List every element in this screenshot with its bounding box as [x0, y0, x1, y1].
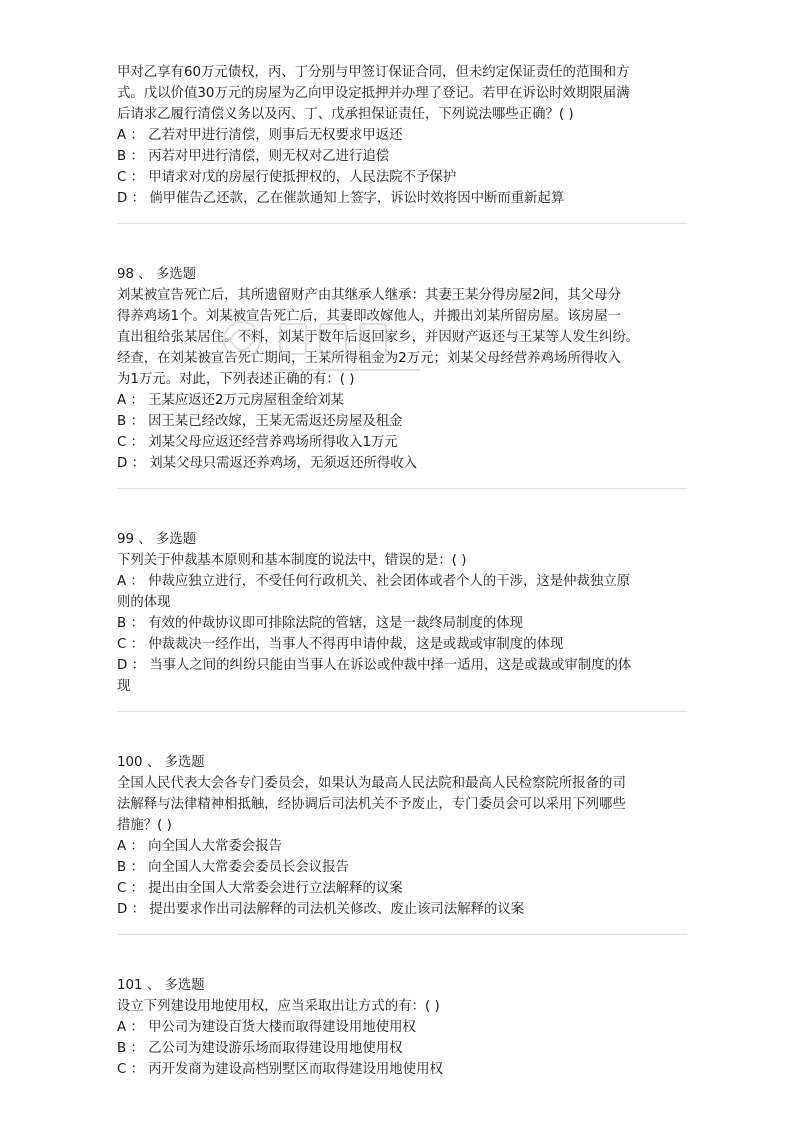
option-d: D ： 倘甲催告乙还款，乙在催款通知上签字，诉讼时效将因中断而重新起算 — [117, 191, 565, 206]
question-header: 100 、 多选题 — [117, 755, 205, 770]
option-b: B ： 丙若对甲进行清偿，则无权对乙进行追偿 — [117, 149, 390, 164]
question-text-line: 式。戊以价值30万元的房屋为乙向甲设定抵押并办理了登记。若甲在诉讼时效期限届满 — [117, 86, 630, 101]
option-b: B ： 有效的仲裁协议即可排除法院的管辖，这是一裁终局制度的体现 — [117, 616, 524, 631]
question-text-line: 刘某被宣告死亡后，其所遗留财产由其继承人继承：其妻王某分得房屋2间，其父母分 — [117, 288, 621, 303]
question-header: 101 、 多选题 — [117, 978, 205, 993]
question-text-line: 措施？( ) — [117, 818, 172, 833]
option-a-continued: 则的体现 — [117, 595, 171, 610]
option-a: A ： 向全国人大常委会报告 — [117, 839, 282, 854]
question-header: 99 、 多选题 — [117, 532, 197, 547]
option-c: C ： 甲请求对戊的房屋行使抵押权的，人民法院不予保护 — [117, 170, 457, 185]
question-101 — [117, 975, 687, 1080]
option-a: A ： 仲裁应独立进行，不受任何行政机关、社会团体或者个人的干涉，这是仲裁独立原 — [117, 574, 631, 589]
question-97 — [117, 62, 687, 223]
question-header: 98 、 多选题 — [117, 267, 197, 282]
question-text-line: 经查，在刘某被宣告死亡期间，王某所得租金为2万元；刘某父母经营养鸡场所得收入 — [117, 351, 621, 366]
option-b: B ： 乙公司为建设游乐场而取得建设用地使用权 — [117, 1041, 403, 1056]
option-d-continued: 现 — [117, 679, 131, 694]
option-d: D ： 刘某父母只需返还养鸡场，无须返还所得收入 — [117, 456, 418, 471]
document-page — [117, 62, 687, 1080]
question-text-line: 甲对乙享有60万元债权，丙、丁分别与甲签订保证合同，但未约定保证责任的范围和方 — [117, 65, 630, 80]
option-a: A ： 乙若对甲进行清偿，则事后无权要求甲返还 — [117, 128, 403, 143]
option-c: C ： 刘某父母应返还经营养鸡场所得收入1万元 — [117, 435, 398, 450]
option-c: C ： 提出由全国人大常委会进行立法解释的议案 — [117, 881, 403, 896]
question-text-line: 为1万元。对此，下列表述正确的有：( ) — [117, 372, 355, 387]
option-b: B ： 向全国人大常委会委员长会议报告 — [117, 860, 349, 875]
question-98 — [117, 264, 687, 488]
option-c: C ： 丙开发商为建设高档别墅区而取得建设用地使用权 — [117, 1062, 443, 1077]
option-b: B ： 因王某已经改嫁，王某无需返还房屋及租金 — [117, 414, 403, 429]
question-99 — [117, 529, 687, 711]
question-text-line: 设立下列建设用地使用权，应当采取出让方式的有：( ) — [117, 999, 440, 1014]
option-a: A ： 王某应返还2万元房屋租金给刘某 — [117, 393, 345, 408]
question-text-line: 下列关于仲裁基本原则和基本制度的说法中，错误的是：( ) — [117, 553, 467, 568]
option-c: C ： 仲裁裁决一经作出，当事人不得再申请仲裁，这是或裁或审制度的体现 — [117, 637, 564, 652]
question-100 — [117, 752, 687, 934]
question-text-line: 后请求乙履行清偿义务以及丙、丁、戊承担保证责任，下列说法哪些正确？( ) — [117, 107, 574, 122]
question-text-line: 法解释与法律精神相抵触，经协调后司法机关不予废止，专门委员会可以采用下列哪些 — [117, 797, 626, 812]
question-text-line: 直出租给张某居住。不料，刘某于数年后返回家乡，并因财产返还与王某等人发生纠纷。 — [117, 330, 640, 345]
question-text-line: 得养鸡场1个。刘某被宣告死亡后，其妻即改嫁他人，并搬出刘某所留房屋。该房屋一 — [117, 309, 621, 324]
question-text-line: 全国人民代表大会各专门委员会，如果认为最高人民法院和最高人民检察院所报备的司 — [117, 776, 626, 791]
option-d: D ： 提出要求作出司法解释的司法机关修改、废止该司法解释的议案 — [117, 902, 525, 917]
option-a: A ： 甲公司为建设百货大楼而取得建设用地使用权 — [117, 1020, 416, 1035]
option-d: D ： 当事人之间的纠纷只能由当事人在诉讼或仲裁中择一适用，这是或裁或审制度的体 — [117, 658, 632, 673]
